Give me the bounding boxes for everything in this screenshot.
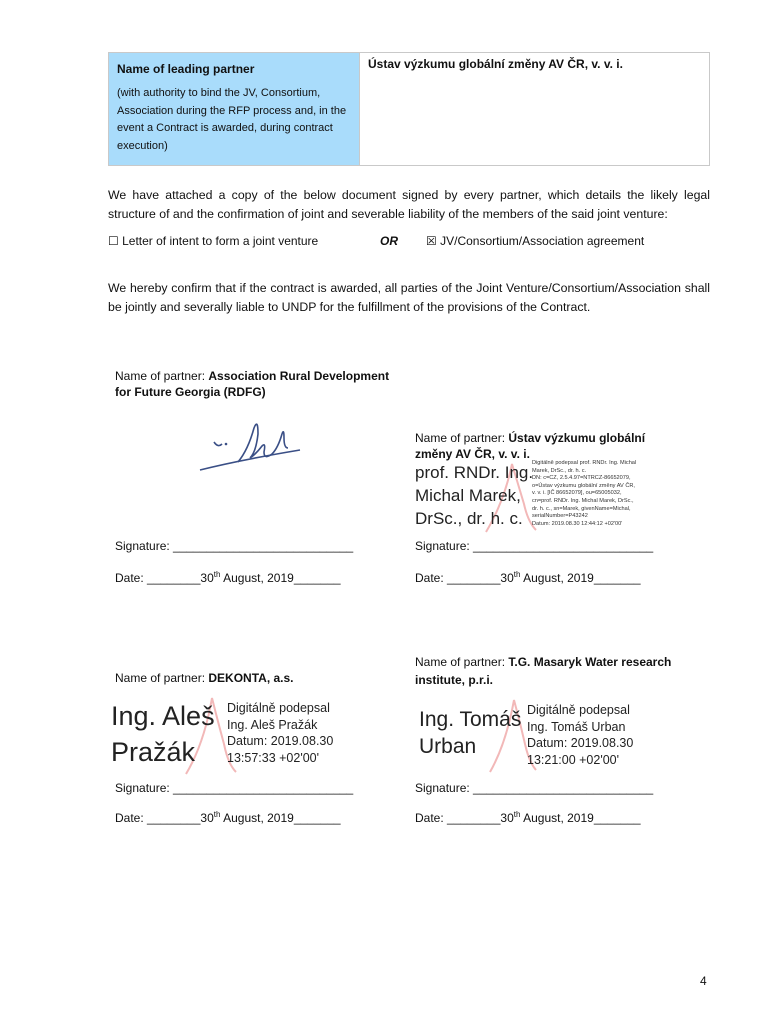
- sig-detail-line: Datum: 2019.08.30: [227, 734, 334, 748]
- partner-3-label: Name of partner:: [115, 671, 209, 685]
- letter-checkbox[interactable]: ☐: [108, 234, 119, 248]
- partner-3-name-block: [115, 671, 294, 685]
- partner-2-digital-signature-details: [532, 460, 652, 528]
- sig-detail-line: DN: c=CZ, 2.5.4.97=NTRCZ-86652079,: [532, 475, 631, 482]
- partner-4-date-suffix: August, 2019_______: [520, 811, 641, 825]
- partner-3-digital-signature-name: [111, 698, 215, 770]
- partner-2-date-prefix: Date: ________30: [415, 571, 514, 585]
- sig-name-line: Michal Marek,: [415, 486, 521, 505]
- partner-3-name: DEKONTA, a.s.: [208, 671, 294, 685]
- partner-4-name: T.G. Masaryk Water research institute, p.r.i.: [415, 655, 672, 687]
- page-number: 4: [700, 974, 707, 988]
- sig-detail-line: dr. h. c., sn=Marek, givenName=Michal,: [532, 505, 631, 512]
- sig-detail-line: Ing. Aleš Pražák: [227, 717, 318, 732]
- or-label: OR: [380, 234, 398, 248]
- leading-partner-value-cell: [360, 53, 710, 166]
- partner-4-date: [415, 811, 641, 825]
- partner-3-date-suffix: August, 2019_______: [220, 811, 341, 825]
- partner-1-date-prefix: Date: ________30: [115, 571, 214, 585]
- partner-2-name: Ústav výzkumu globální změny AV ČR, v. v. i.: [415, 431, 646, 461]
- sig-detail-line: Datum: 2019.08.30: [527, 736, 634, 750]
- partner-2-digital-signature-name: [415, 461, 533, 530]
- agreement-option-label: JV/Consortium/Association agreement: [440, 234, 645, 248]
- partner-4-date-prefix: Date: ________30: [415, 811, 514, 825]
- confirmation-paragraph: We hereby confirm that if the contract is awarded, all parties of the Joint Venture/Consortium/Association shall be jointly and severally liable to UNDP for the fulfillment of the provisions of the Contract.: [108, 281, 710, 314]
- leading-partner-label-cell: [109, 53, 360, 166]
- partner-1-date-sup: th: [213, 570, 221, 579]
- partner-2-signature-line: Signature: ___________________________: [415, 539, 654, 553]
- sig-detail-line: Ing. Tomáš Urban: [527, 719, 626, 734]
- partner-1-label: Name of partner:: [115, 369, 209, 383]
- leading-partner-value: Ústav výzkumu globální změny AV ČR, v. v. i.: [368, 57, 623, 71]
- partner-4-label: Name of partner:: [415, 655, 509, 669]
- partner-2-date-suffix: August, 2019_______: [520, 571, 641, 585]
- partner-2-name-block: [415, 430, 675, 462]
- partner-3-digital-signature-details: [227, 700, 333, 766]
- sig-name-line: DrSc., dr. h. c.: [415, 509, 523, 528]
- sig-detail-line: Digitálně podepsal prof. RNDr. Ing. Michal: [532, 460, 637, 466]
- letter-option-label: Letter of intent to form a joint venture: [122, 234, 319, 248]
- sig-detail-line: Marek, DrSc., dr. h. c.: [532, 467, 587, 474]
- sig-name-line: prof. RNDr. Ing.: [415, 463, 534, 482]
- agreement-checkbox[interactable]: ☒: [426, 234, 437, 248]
- sig-detail-line: 13:21:00 +02'00': [527, 752, 620, 767]
- sig-detail-line: v. v. i. [IČ 86652079], ou=65005032,: [532, 490, 622, 497]
- partner-4-digital-signature-name: [419, 706, 521, 760]
- sig-detail-line: serialNumber=P43242: [532, 513, 588, 520]
- partner-1-name: Association Rural Development for Future Georgia (RDFG): [115, 369, 390, 399]
- partner-3-signature-line: Signature: ___________________________: [115, 781, 354, 795]
- sig-detail-line: o=Ústav výzkumu globální změny AV ČR,: [532, 482, 635, 489]
- partner-4-digital-signature-details: [527, 702, 633, 768]
- intro-paragraph: We have attached a copy of the below document signed by every partner, which details the likely legal structure of and the confirmation of joint and severable liability of the members of the said joint venture:: [108, 188, 710, 221]
- sig-name-line: Ing. Aleš: [111, 701, 215, 731]
- partner-1-handwritten-signature: [196, 414, 306, 480]
- leading-partner-label: Name of leading partner: [117, 62, 255, 76]
- sig-name-line: Ing. Tomáš: [419, 708, 522, 731]
- partner-2-date-sup: th: [513, 570, 521, 579]
- partner-4-name-block: [415, 653, 695, 689]
- partner-3-date-sup: th: [213, 810, 221, 819]
- partner-1-date: [115, 571, 341, 585]
- partner-3-date-prefix: Date: ________30: [115, 811, 214, 825]
- sig-name-line: Urban: [419, 735, 477, 758]
- sig-detail-line: Datum: 2019.08.30 12:44:12 +02'00': [532, 520, 623, 527]
- sig-detail-line: cn=prof. RNDr. Ing. Michal Marek, DrSc.,: [532, 497, 634, 504]
- partner-4-signature-line: Signature: ___________________________: [415, 781, 654, 795]
- letter-of-intent-option: [108, 234, 318, 248]
- leading-partner-description: (with authority to bind the JV, Consortium, Association during the RFP process and, in the event a Contract is awarded, during contract execution): [117, 87, 347, 152]
- sig-name-line: Pražák: [111, 737, 196, 767]
- agreement-option: [426, 234, 644, 248]
- sig-detail-line: Digitálně podepsal: [227, 701, 330, 715]
- partner-2-label: Name of partner:: [415, 431, 509, 445]
- partner-3-date: [115, 811, 341, 825]
- partner-2-date: [415, 571, 641, 585]
- partner-1-signature-line: Signature: ___________________________: [115, 539, 354, 553]
- partner-1-name-block: [115, 368, 405, 400]
- sig-detail-line: 13:57:33 +02'00': [227, 750, 320, 765]
- partner-1-date-suffix: August, 2019_______: [220, 571, 341, 585]
- partner-4-date-sup: th: [513, 810, 521, 819]
- sig-detail-line: Digitálně podepsal: [527, 703, 630, 717]
- leading-partner-table: [108, 52, 710, 166]
